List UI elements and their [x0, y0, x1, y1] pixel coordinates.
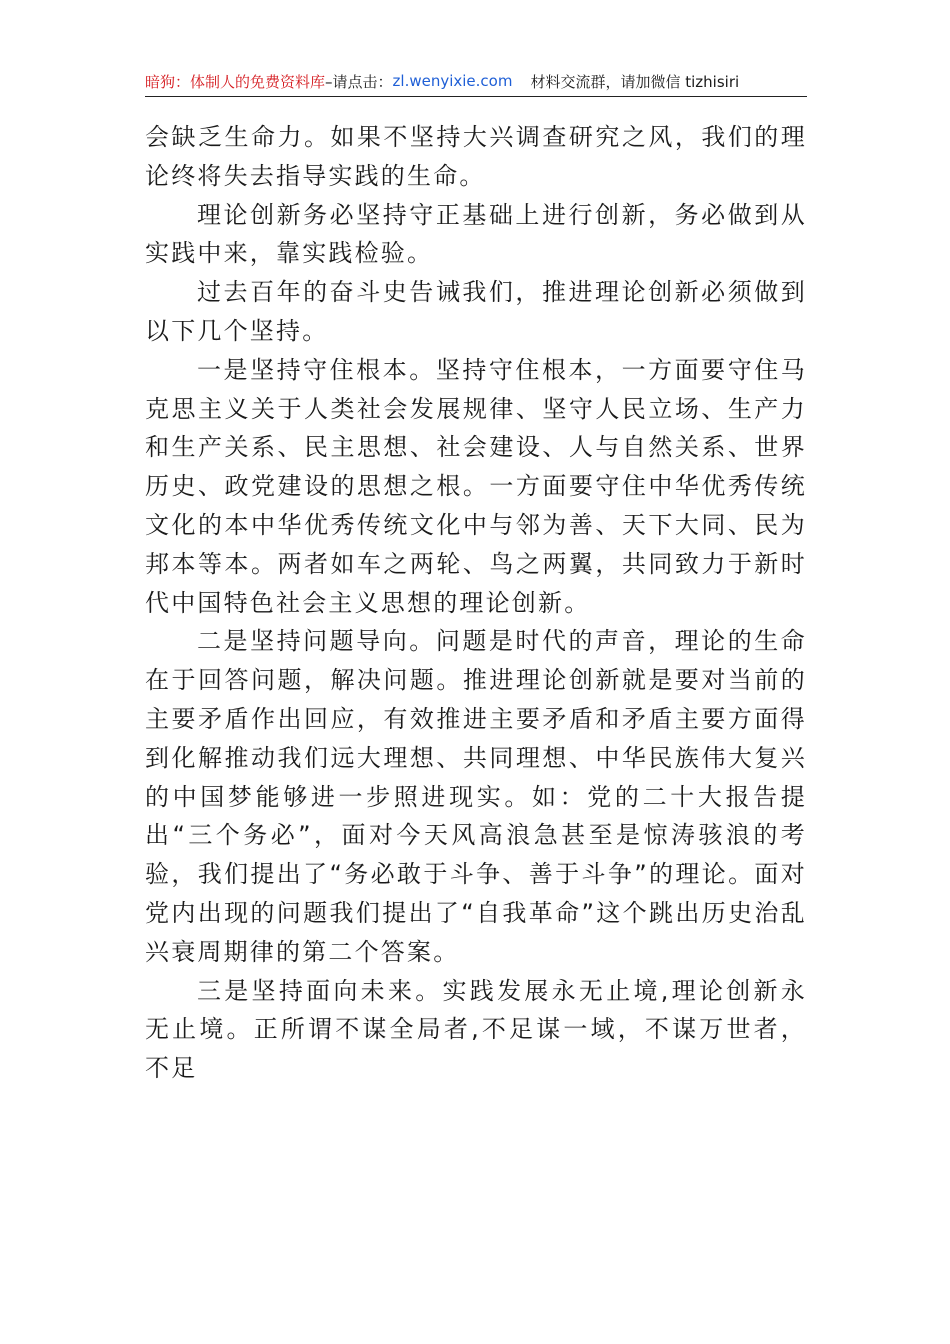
header-url-link[interactable]: zl.wenyixie.com	[392, 72, 513, 90]
paragraph-history-lesson: 过去百年的奋斗史告诫我们，推进理论创新必须做到以下几个坚持。	[145, 278, 807, 345]
header-click-prompt: –请点击：	[325, 72, 393, 91]
paragraph-point-one: 一是坚持守住根本。坚持守住根本，一方面要守住马克思主义关于人类社会发展规律、坚守人民立场、生产力和生产关系、民主思想、社会建设、人与自然关系、世界历史、政党建设的思想之根。一方面要守住中华优秀传统文化的本中华优秀传统文化中与邻为善、天下大同、民为邦本等本。两者如车之两轮、鸟之两翼，共同致力于新时代中国特色社会主义思想的理论创新。	[145, 355, 807, 617]
paragraph-point-two: 二是坚持问题导向。问题是时代的声音，理论的生命在于回答问题，解决问题。推进理论创新就是要对当前的主要矛盾作出回应，有效推进主要矛盾和矛盾主要方面得到化解推动我们远大理想、共同理想、中华民族伟大复兴的中国梦能够进一步照进现实。如：党的二十大报告提出“三个务必”，面对今天风高浪急甚至是惊涛骇浪的考验，我们提出了“务必敢于斗争、善于斗争”的理论。面对党内出现的问题我们提出了“自我革命”这个跳出历史治乱兴衰周期律的第二个答案。	[145, 627, 807, 966]
paragraph-innovation-principle: 理论创新务必坚持守正基础上进行创新，务必做到从实践中来，靠实践检验。	[145, 200, 807, 268]
header-brand: 暗狗：体制人的免费资料库	[145, 72, 326, 91]
paragraph-continued: 会缺乏生命力。如果不坚持大兴调查研究之风，我们的理论终将失去指导实践的生命。	[145, 123, 807, 190]
page-header	[145, 68, 807, 97]
document-body	[145, 118, 807, 1088]
header-wechat-note: 材料交流群，请加微信 tizhisiri	[530, 72, 740, 91]
paragraph-point-three: 三是坚持面向未来。实践发展永无止境,理论创新永无止境。正所谓不谋全局者,不足谋一域，不谋万世者，不足	[145, 976, 807, 1083]
